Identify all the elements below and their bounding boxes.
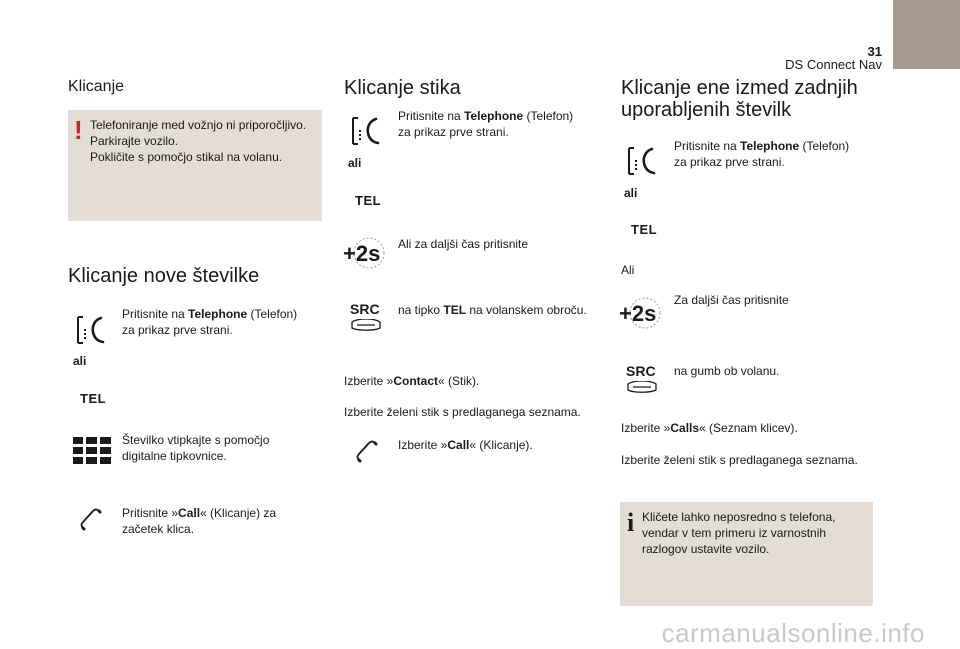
tel-label: TEL bbox=[631, 222, 658, 237]
section-title: DS Connect Nav bbox=[785, 57, 882, 72]
step-keypad: Številko vtipkajte s pomočjo digitalne tipkovnice. bbox=[122, 433, 270, 463]
long-press-icon bbox=[343, 236, 385, 270]
press-duration-label: +2s bbox=[343, 241, 381, 266]
phone-handset-icon bbox=[74, 313, 108, 347]
call-handset-icon bbox=[354, 438, 380, 464]
page-tab bbox=[893, 0, 960, 69]
step-select-contact: Izberite »Contact« (Stik). bbox=[344, 374, 480, 388]
or-text: Ali bbox=[621, 263, 635, 277]
step-choose-contact: Izberite želeni stik s predlaganega seznama. bbox=[621, 453, 858, 467]
warning-icon: ! bbox=[74, 115, 83, 145]
or-label: ali bbox=[624, 186, 638, 200]
step-long-press: Ali za daljši čas pritisnite bbox=[398, 237, 529, 251]
press-duration-label: +2s bbox=[619, 301, 657, 326]
watermark: carmanualsonline.info bbox=[661, 618, 925, 648]
phone-handset-icon bbox=[349, 114, 383, 148]
long-press-icon bbox=[619, 296, 661, 330]
or-label: ali bbox=[348, 156, 362, 170]
step-choose-contact: Izberite želeni stik s predlaganega seznama. bbox=[344, 405, 581, 419]
step-telephone: Pritisnite na Telephone (Telefon) za prikaz prve strani. bbox=[122, 307, 298, 337]
heading-new-number: Klicanje nove številke bbox=[68, 265, 260, 287]
steering-src-button-icon bbox=[626, 364, 658, 393]
step-telephone: Pritisnite na Telephone (Telefon) za prikaz prve strani. bbox=[674, 139, 850, 169]
info-text: Kličete lahko neposredno s telefona, vendar v tem primeru iz varnostnih razlogov ustavite vozilo. bbox=[642, 510, 836, 556]
heading-call-contact: Klicanje stika bbox=[344, 77, 461, 99]
src-label: SRC bbox=[626, 363, 656, 379]
step-telephone: Pritisnite na Telephone (Telefon) za prikaz prve strani. bbox=[398, 109, 574, 139]
call-handset-icon bbox=[78, 506, 104, 532]
or-label: ali bbox=[73, 354, 87, 368]
step-src: na gumb ob volanu. bbox=[674, 364, 780, 378]
steering-src-button-icon bbox=[350, 302, 382, 331]
phone-handset-icon bbox=[625, 144, 659, 178]
heading-klicanje: Klicanje bbox=[68, 78, 125, 95]
src-label: SRC bbox=[350, 301, 380, 317]
step-call: Pritisnite »Call« (Klicanje) za začetek klica. bbox=[122, 506, 277, 536]
step-src: na tipko TEL na volanskem obroču. bbox=[398, 303, 587, 317]
step-select-calls: Izberite »Calls« (Seznam klicev). bbox=[621, 421, 798, 435]
tel-label: TEL bbox=[355, 193, 382, 208]
tel-label: TEL bbox=[80, 391, 107, 406]
step-call: Izberite »Call« (Klicanje). bbox=[398, 438, 533, 452]
step-long-press: Za daljši čas pritisnite bbox=[674, 293, 789, 307]
warning-text: Telefoniranje med vožnjo ni priporočljivo. Parkirajte vozilo. Pokličite s pomočjo stikal na volanu. bbox=[90, 118, 307, 164]
page-number: 31 bbox=[867, 44, 882, 59]
heading-recent-numbers: Klicanje ene izmed zadnjih uporabljenih številk bbox=[621, 77, 858, 121]
keypad-icon bbox=[73, 437, 111, 465]
info-icon: i bbox=[627, 508, 635, 537]
